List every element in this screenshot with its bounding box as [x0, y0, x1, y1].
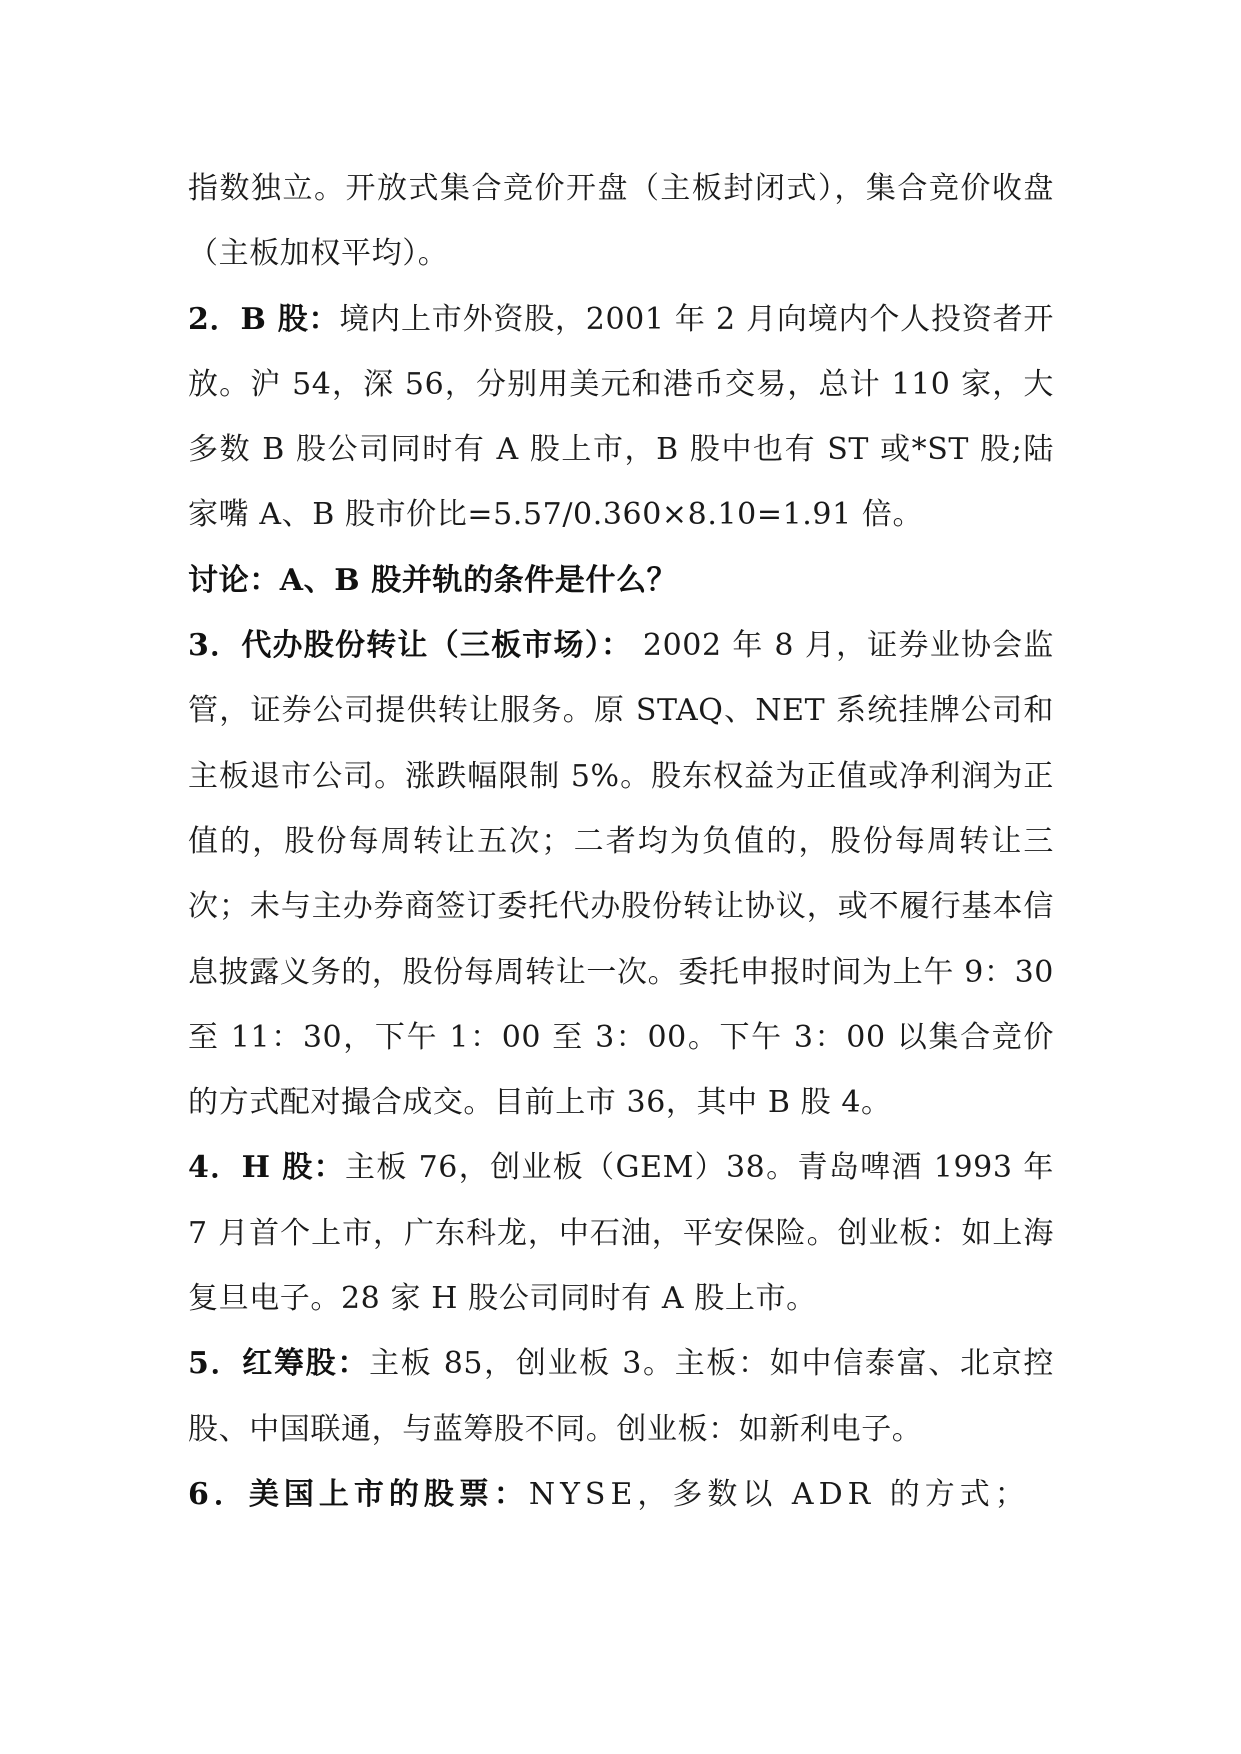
paragraph-index-continuation	[188, 156, 1054, 287]
paragraph-heading: 3．代办股份转让（三板市场）：	[188, 628, 633, 664]
paragraph-heading: 6．美国上市的股票：	[188, 1476, 529, 1512]
paragraph-h-shares	[188, 1135, 1054, 1331]
paragraph-text: NYSE，多数以 ADR 的方式；	[528, 1476, 1030, 1512]
paragraph-heading: 2．B 股：	[188, 301, 340, 337]
paragraph-heading: 5．红筹股：	[188, 1346, 370, 1382]
discussion-question: 讨论：A、B 股并轨的条件是什么？	[188, 562, 678, 598]
paragraph-discussion	[188, 548, 1054, 613]
paragraph-text: 主板 85，创业板 3。主板：如中信泰富、北京控股、中国联通，与蓝筹股不同。创业板：如新利电子。	[188, 1346, 1054, 1447]
document-body	[188, 156, 1054, 1527]
paragraph-red-chips	[188, 1331, 1054, 1462]
paragraph-text: 指数独立。开放式集合竞价开盘（主板封闭式），集合竞价收盘（主板加权平均）。	[188, 171, 1054, 272]
paragraph-b-shares	[188, 287, 1054, 548]
paragraph-third-board	[188, 613, 1054, 1135]
paragraph-heading: 4．H 股：	[188, 1150, 346, 1186]
paragraph-text: 境内上市外资股，2001 年 2 月向境内个人投资者开放。沪 54，深 56，分别用美元和港币交易，总计 110 家，大多数 B 股公司同时有 A 股上市，B 股中也有 ST 或*ST 股;陆家嘴 A、B 股市价比=5.57/0.360×8.10=1.91 倍。	[188, 301, 1054, 533]
paragraph-text: 主板 76，创业板（GEM）38。青岛啤酒 1993 年 7 月首个上市，广东科龙，中石油，平安保险。创业板：如上海复旦电子。28 家 H 股公司同时有 A 股上市。	[188, 1150, 1055, 1317]
paragraph-text: 2002 年 8 月，证券业协会监管，证券公司提供转让服务。原 STAQ、NET 系统挂牌公司和主板退市公司。涨跌幅限制 5%。股东权益为正值或净利润为正值的，股份每周转让五次；二者均为负值的，股份每周转让三次；未与主办券商签订委托代办股份转让协议，或不履行基本信息披露义务的，股份每周转让一次。委托申报时间为上午 9：30 至 11：30，下午 1：00 至 3：00。下午 3：00 以集合竞价的方式配对撮合成交。目前上市 36，其中 B 股 4。	[188, 628, 1054, 1121]
paragraph-us-listed	[188, 1462, 1054, 1527]
